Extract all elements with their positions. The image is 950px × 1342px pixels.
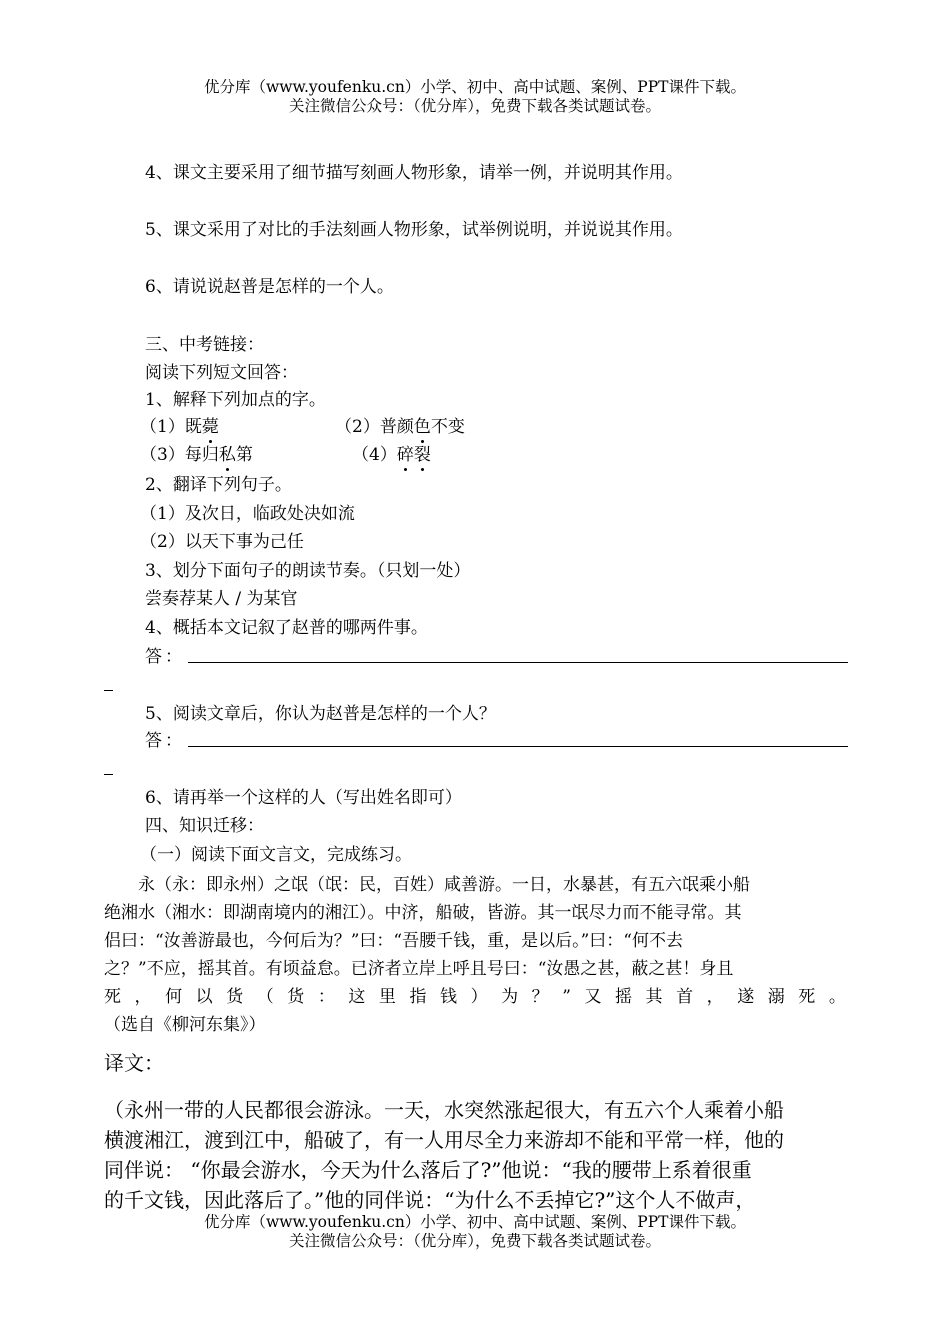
answer-label-1: 答： <box>145 647 185 667</box>
passage-line-spread <box>104 983 846 1011</box>
q2-sentence-1: （1）及次日，临政处决如流 <box>140 504 355 524</box>
passage-line: 永（永：即永州）之氓（氓：民，百姓）咸善游。一日，水暴甚，有五六氓乘小船 <box>104 875 750 895</box>
answer-label-2: 答： <box>145 731 185 751</box>
q1-item-3-tail: 第 <box>235 445 253 465</box>
classical-passage <box>104 871 846 1039</box>
section-4-sub: （一）阅读下面文言文，完成练习。 <box>140 845 412 865</box>
passage-char: 死 <box>798 987 816 1007</box>
section-3-q3: 3、划分下面句子的朗读节奏。（只划一处） <box>145 561 471 581</box>
passage-char: ） <box>470 987 488 1007</box>
translation-line: 横渡湘江，渡到江中，船破了，有一人用尽全力来游却不能和平常一样，他的 <box>104 1128 784 1152</box>
q1-item-2-text: （2）普颜 <box>335 417 414 437</box>
dotted-char: 薨 <box>201 417 219 437</box>
q2-sentence-2: （2）以天下事为己任 <box>140 532 304 552</box>
q1-item-4-text: （4） <box>352 445 397 465</box>
answer-line-1[interactable] <box>188 662 848 663</box>
q1-item-1 <box>140 416 219 438</box>
passage-char: ： <box>317 987 335 1007</box>
dotted-char: 色 <box>413 417 431 437</box>
passage-char: 以 <box>195 987 213 1007</box>
passage-char: 摇 <box>615 987 632 1007</box>
passage-char: 溺 <box>767 987 785 1007</box>
q1-item-4 <box>352 444 431 466</box>
section-3-q4: 4、概括本文记叙了赵普的哪两件事。 <box>145 618 428 638</box>
q1-item-3 <box>140 444 253 466</box>
dotted-char: 碎 <box>396 445 414 465</box>
translation-text <box>104 1095 846 1215</box>
passage-char: ， <box>134 987 152 1007</box>
passage-char: 里 <box>378 987 396 1007</box>
dotted-char: 裂 <box>413 445 431 465</box>
header-line-1: 优分库（www.youfenku.cn）小学、初中、高中试题、案例、PPT课件下载。 <box>203 78 747 96</box>
dotted-char: 私 <box>218 445 236 465</box>
answer-line-2[interactable] <box>188 746 848 747</box>
q1-item-2-tail: 不变 <box>430 417 465 437</box>
section-4-title: 四、知识迁移： <box>145 816 264 836</box>
passage-char: 。 <box>828 987 846 1007</box>
passage-char: 其 <box>645 987 663 1007</box>
q1-item-3-text: （3）每归 <box>140 445 219 465</box>
question-6: 6、请说说赵普是怎样的一个人。 <box>145 277 394 297</box>
passage-char: ” <box>562 987 571 1007</box>
passage-line: 侣曰：“汝善游最也，今何后为？”曰：“吾腰千钱，重，是以后。”曰：“何不去 <box>104 931 683 951</box>
passage-char: ？ <box>531 987 549 1007</box>
section-3-title: 三、中考链接： <box>145 335 264 355</box>
passage-char: 货 <box>287 987 305 1007</box>
passage-char: 首 <box>676 987 694 1007</box>
passage-char: ， <box>706 987 724 1007</box>
passage-char: 遂 <box>737 987 755 1007</box>
passage-char: 为 <box>501 987 519 1007</box>
answer-line-1-tail <box>104 690 113 691</box>
passage-source: （选自《柳河东集》） <box>104 1015 266 1035</box>
passage-char: 货 <box>226 987 244 1007</box>
section-3-q2: 2、翻译下列句子。 <box>145 475 292 495</box>
passage-line: 绝湘水（湘水：即湖南境内的湘江）。中济，船破，皆游。其一氓尽力而不能寻常。其 <box>104 903 742 923</box>
passage-line: 之？”不应，摇其首。有顷益怠。已济者立岸上呼且号曰：“汝愚之甚，蔽之甚！身且 <box>104 959 734 979</box>
footer-line-1: 优分库（www.youfenku.cn）小学、初中、高中试题、案例、PPT课件下载。 <box>203 1213 747 1231</box>
passage-char: 何 <box>165 987 183 1007</box>
passage-char: 又 <box>584 987 602 1007</box>
translation-label: 译文： <box>104 1051 164 1075</box>
translation-line: 同伴说： “你最会游水，今天为什么落后了?”他说：“我的腰带上系着很重 <box>104 1158 752 1182</box>
passage-char: （ <box>256 987 274 1007</box>
q3-sentence: 尝奏荐某人 / 为某官 <box>145 589 298 609</box>
passage-char: 死 <box>104 987 121 1007</box>
section-3-q6: 6、请再举一个这样的人（写出姓名即可） <box>145 788 462 808</box>
section-3-intro: 阅读下列短文回答： <box>145 363 298 383</box>
section-3-q5: 5、阅读文章后，你认为赵普是怎样的一个人？ <box>145 704 496 724</box>
question-4: 4、课文主要采用了细节描写刻画人物形象，请举一例，并说明其作用。 <box>145 163 683 183</box>
page-header <box>0 78 950 116</box>
footer-line-2: 关注微信公众号：（优分库），免费下载各类试题试卷。 <box>288 1232 661 1250</box>
answer-line-2-tail <box>104 774 113 775</box>
header-line-2: 关注微信公众号：（优分库），免费下载各类试题试卷。 <box>288 97 661 115</box>
q1-item-2 <box>335 416 465 438</box>
question-5: 5、课文采用了对比的手法刻画人物形象，试举例说明，并说说其作用。 <box>145 220 683 240</box>
passage-char: 这 <box>348 987 366 1007</box>
q1-item-1-text: （1）既 <box>140 417 202 437</box>
page-footer <box>0 1213 950 1251</box>
translation-line: 的千文钱，因此落后了。”他的同伴说：“为什么不丢掉它?”这个人不做声， <box>104 1188 756 1212</box>
passage-char: 钱 <box>440 987 458 1007</box>
passage-char: 指 <box>409 987 427 1007</box>
section-3-q1: 1、解释下列加点的字。 <box>145 390 326 410</box>
translation-line: （永州一带的人民都很会游泳。一天，水突然涨起很大，有五六个人乘着小船 <box>104 1098 784 1122</box>
